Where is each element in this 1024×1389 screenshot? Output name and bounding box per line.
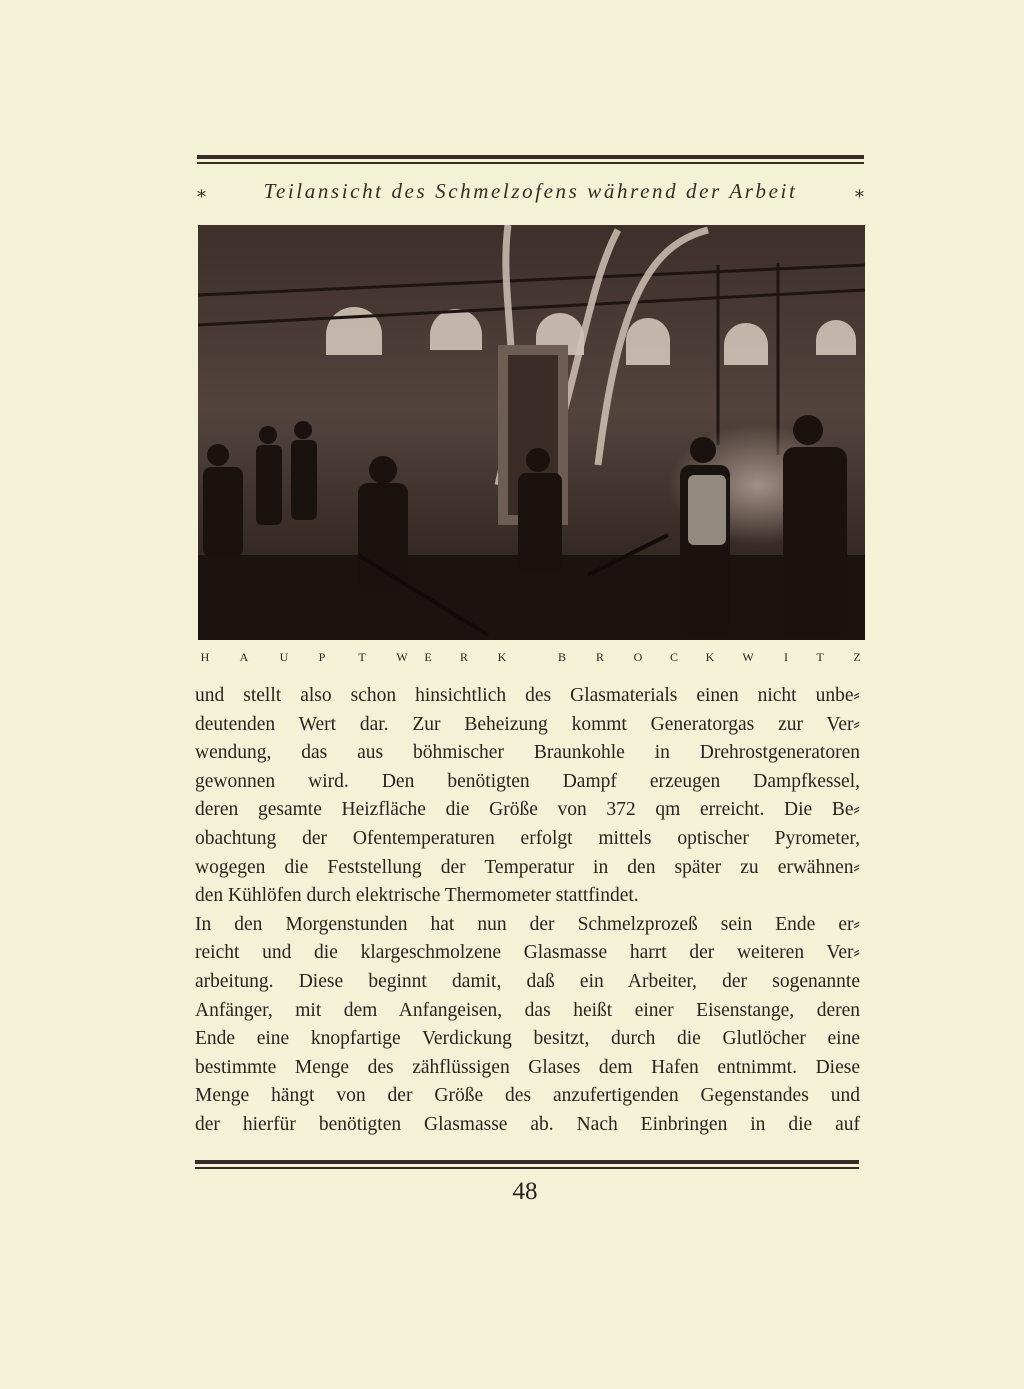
text-line: der hierfür benötigten Glasmasse ab. Nach Einbringen in die auf: [195, 1113, 860, 1135]
photo-credit: [198, 650, 864, 668]
text-line: Menge hängt von der Größe des anzufertigenden Gegenstandes und: [195, 1085, 860, 1107]
factory-photograph: [198, 225, 865, 640]
credit-letter: O: [633, 650, 643, 664]
text-line: deutenden Wert dar. Zur Beheizung kommt Generatorgas zur Ver⸗: [195, 713, 860, 735]
credit-letter: Z: [853, 650, 861, 664]
text-line: wendung, das aus böhmischer Braunkohle in Drehrostgeneratoren: [195, 742, 860, 764]
page-number: 48: [512, 1178, 538, 1205]
credit-letter: W: [742, 650, 754, 664]
body-text: [195, 682, 860, 1140]
caption-left-ornament: ⁎: [197, 181, 206, 201]
text-line: und stellt also schon hinsichtlich des Glasmaterials einen nicht unbe⸗: [195, 685, 860, 706]
text-line: Ende eine knopfartige Verdickung besitzt, durch die Glutlöcher eine: [195, 1028, 860, 1050]
credit-letter: R: [459, 650, 469, 664]
credit-letter: T: [358, 650, 366, 664]
caption-right-ornament: ⁎: [855, 181, 864, 201]
text-line: deren gesamte Heizfläche die Größe von 372 qm erreicht. Die Be⸗: [195, 799, 860, 821]
credit-letter: W: [396, 650, 408, 664]
top-rule: [197, 155, 864, 164]
credit-letter: E: [424, 650, 432, 664]
credit-letter: I: [784, 650, 788, 664]
credit-letter: C: [669, 650, 679, 664]
credit-letter: R: [595, 650, 605, 664]
text-line: obachtung der Ofentemperaturen erfolgt mittels optischer Pyrometer,: [195, 827, 860, 849]
caption-title: Teilansicht des Schmelzofens während der Arbeit: [263, 179, 798, 203]
text-line: gewonnen wird. Den benötigten Dampf erzeugen Dampfkessel,: [195, 770, 860, 792]
text-line: Anfänger, mit dem Anfangeisen, das heißt einer Eisenstange, deren: [195, 999, 860, 1021]
text-line: arbeitung. Diese beginnt damit, daß ein Arbeiter, der sogenannte: [195, 970, 860, 992]
credit-letter: U: [279, 650, 289, 664]
text-line: den Kühlöfen durch elektrische Thermometer stattfindet.: [195, 885, 639, 907]
text-line: In den Morgenstunden hat nun der Schmelzprozeß sein Ende er⸗: [195, 913, 860, 935]
credit-letter: P: [318, 650, 326, 664]
credit-letter: H: [200, 650, 210, 664]
text-line: wogegen die Feststellung der Temperatur in den später zu erwähnen⸗: [195, 856, 860, 878]
text-line: bestimmte Menge des zähflüssigen Glases dem Hafen entnimmt. Diese: [195, 1056, 860, 1078]
credit-letter: K: [705, 650, 715, 664]
photo-caption: [197, 179, 864, 204]
credit-letter: T: [816, 650, 824, 664]
bottom-rule: [195, 1160, 859, 1169]
credit-letter: B: [557, 650, 567, 664]
credit-letter: A: [239, 650, 249, 664]
text-line: reicht und die klargeschmolzene Glasmasse harrt der weiteren Ver⸗: [195, 942, 860, 964]
credit-letter: K: [497, 650, 507, 664]
